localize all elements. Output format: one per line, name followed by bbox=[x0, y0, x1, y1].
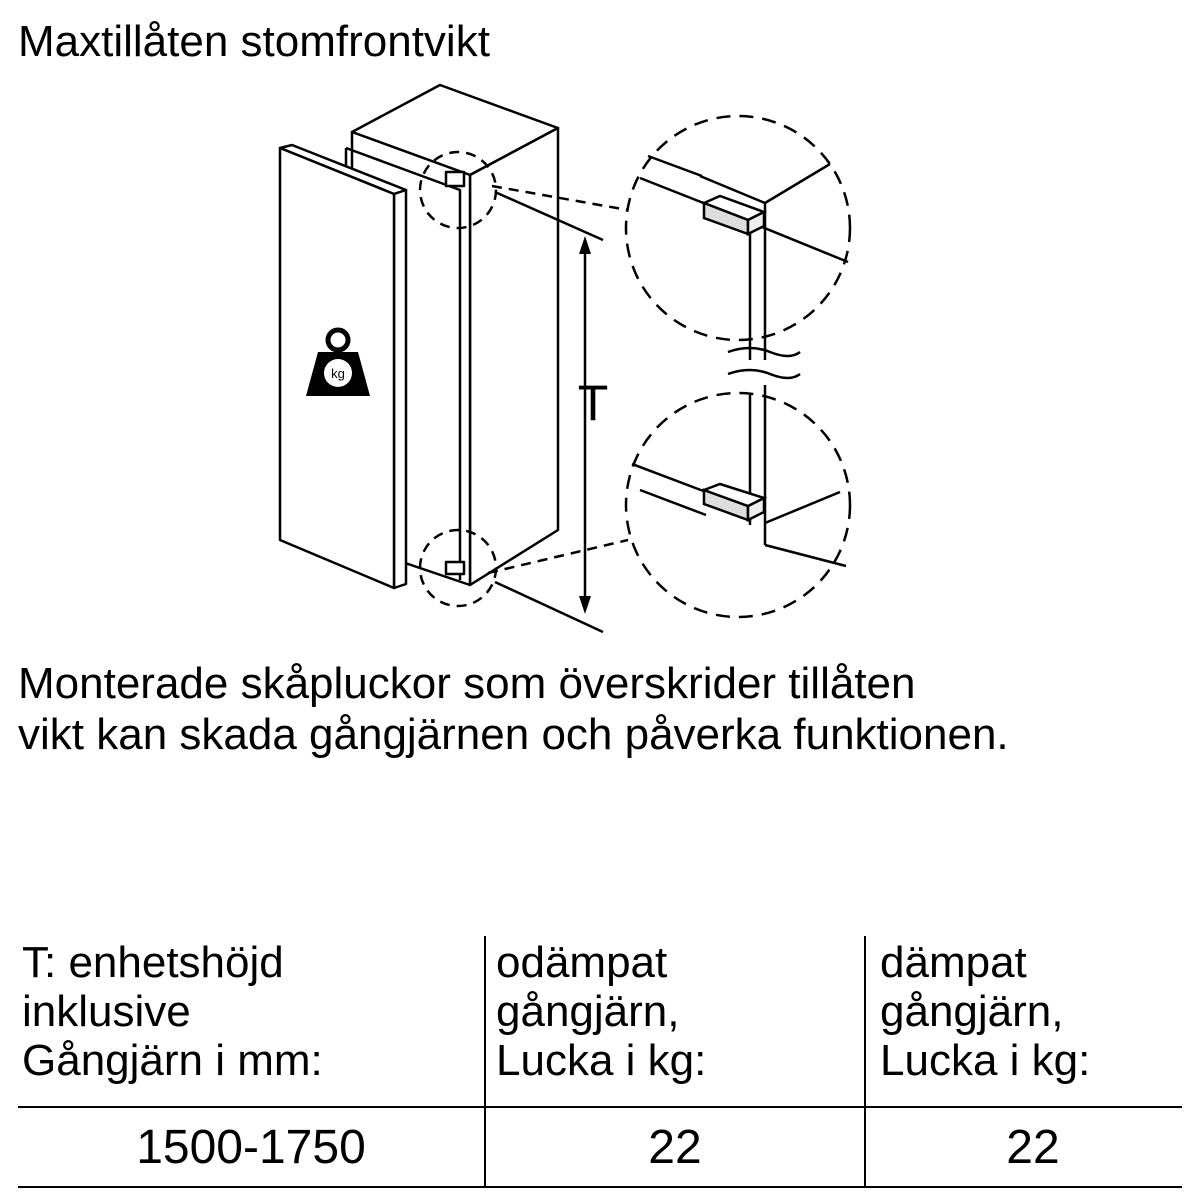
warning-line-1: Monterade skåpluckor som överskrider tillåten bbox=[18, 659, 916, 708]
header-text: odämpat bbox=[496, 938, 668, 987]
svg-text:kg: kg bbox=[331, 366, 345, 381]
header-rule bbox=[18, 1106, 1182, 1108]
header-undamped bbox=[496, 938, 706, 1085]
header-text: gångjärn, bbox=[880, 987, 1064, 1036]
cell-height-range: 1500-1750 bbox=[136, 1121, 366, 1174]
dimension-label: T bbox=[577, 375, 609, 431]
cell-undamped-weight: 22 bbox=[648, 1121, 702, 1174]
page-title: Maxtillåten stomfrontvikt bbox=[18, 17, 490, 66]
header-text: Lucka i kg: bbox=[496, 1036, 707, 1085]
header-text: gångjärn, bbox=[496, 987, 680, 1036]
header-text: Gångjärn i mm: bbox=[22, 1036, 323, 1085]
header-text: inklusive bbox=[22, 987, 191, 1036]
cell-damped-weight: 22 bbox=[1006, 1121, 1060, 1174]
bottom-rule bbox=[18, 1186, 1182, 1188]
header-height bbox=[22, 938, 323, 1085]
header-text: T: enhetshöjd bbox=[22, 938, 284, 987]
header-damped bbox=[880, 938, 1090, 1085]
header-text: Lucka i kg: bbox=[880, 1036, 1091, 1085]
header-text: dämpat bbox=[880, 938, 1027, 987]
warning-line-2: vikt kan skada gångjärnen och påverka funktionen. bbox=[18, 710, 1009, 759]
